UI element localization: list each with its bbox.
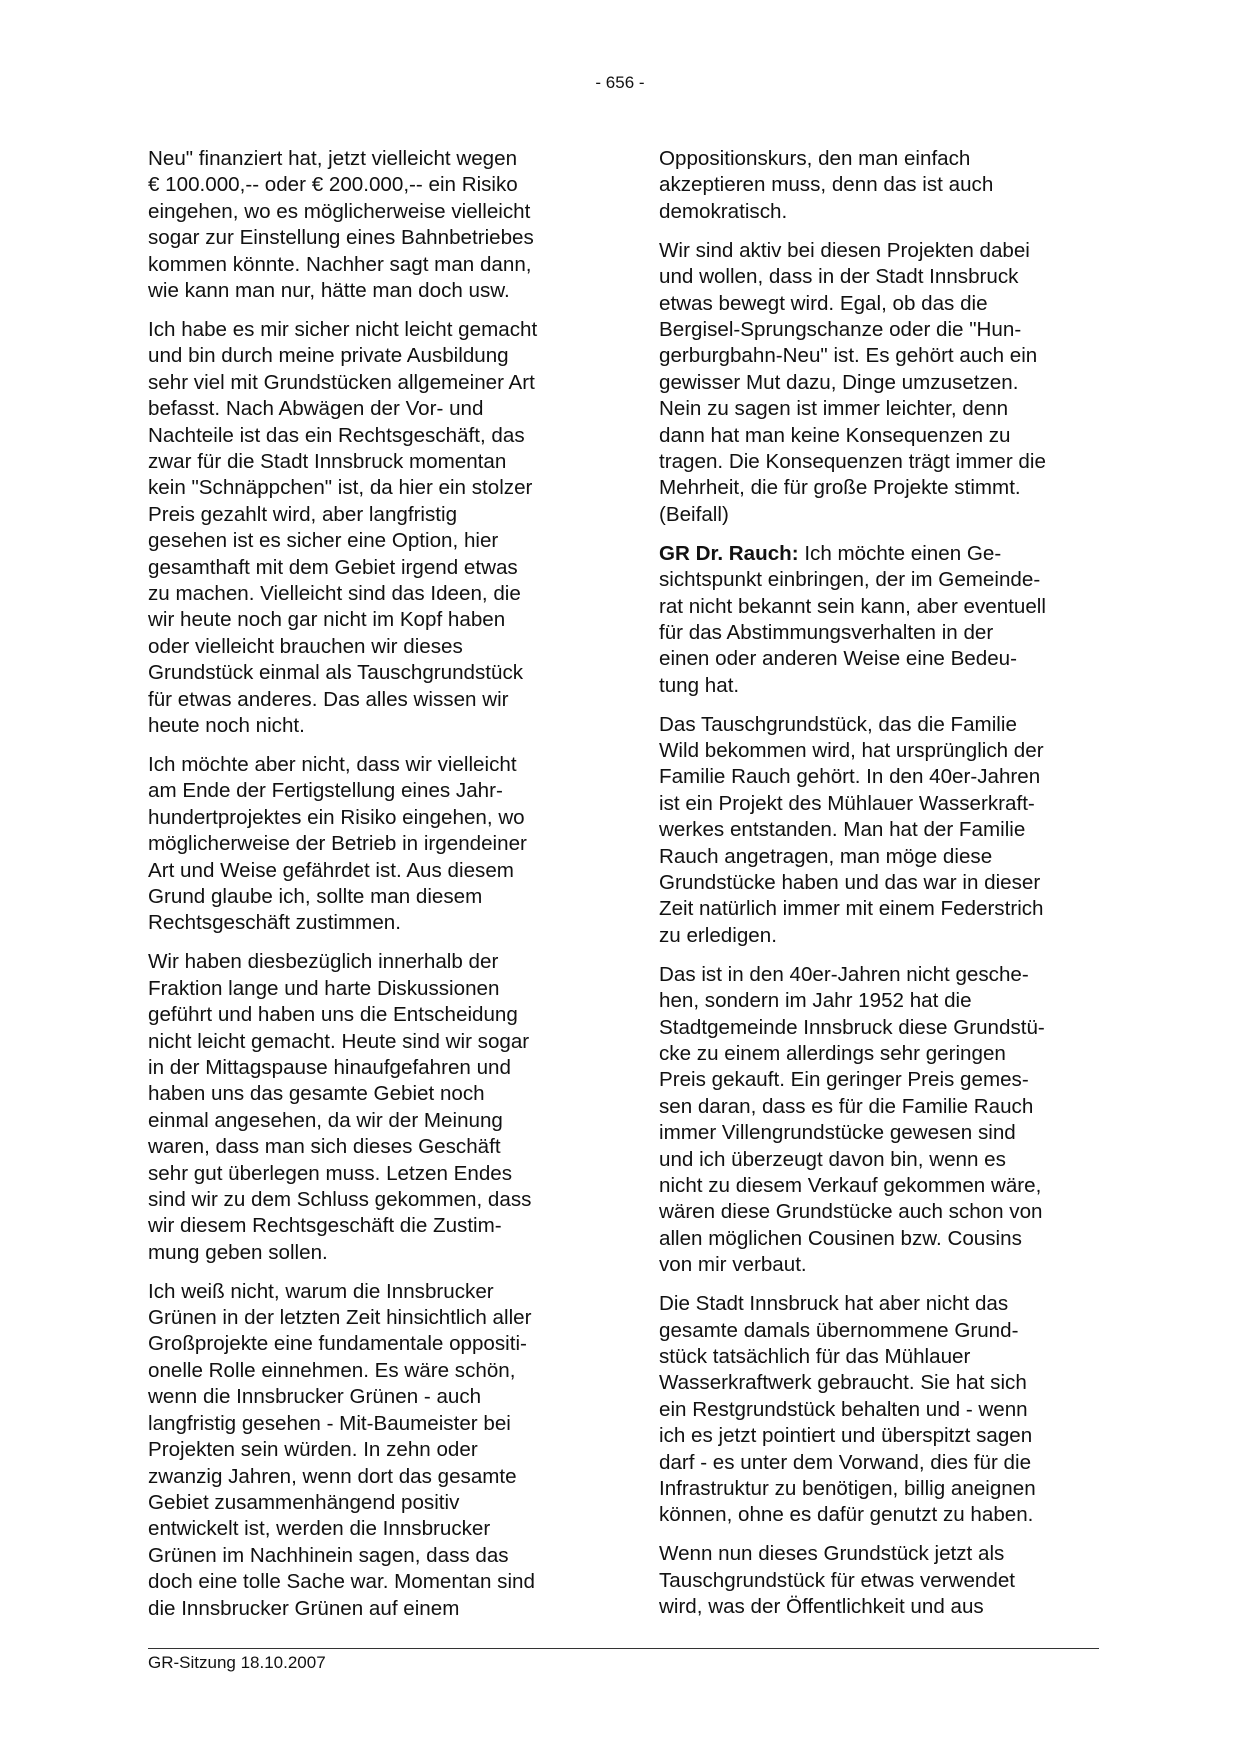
speaker-name: GR Dr. Rauch: — [659, 541, 799, 565]
speaker-text: Ich möchte einen Ge- sichtspunkt einbringen, der im Gemeinde- rat nicht bekannt sein kann, aber eventuell für das Abstimmungsverhalten in der einen oder anderen Weise eine Bedeu- tung hat. — [659, 541, 1046, 697]
paragraph: Ich weiß nicht, warum die Innsbrucker Grünen in der letzten Zeit hinsichtlich aller Großprojekte eine fundamentale oppositi- onelle Rolle einnehmen. Es wäre schön, wenn die Innsbrucker Grünen - auch langfristig gesehen - Mit-Baumeister bei Projekten sein würden. In zehn oder zwanzig Jahren, wenn dort das gesamte Gebiet zusammenhängend positiv entwickelt ist, werden die Innsbrucker Grünen im Nachhinein sagen, dass das doch eine tolle Sache war. Momentan sind die Innsbrucker Grünen auf einem — [148, 1279, 535, 1620]
speaker-paragraph — [659, 541, 1099, 699]
paragraph: Oppositionskurs, den man einfach akzeptieren muss, denn das ist auch demokratisch. — [659, 147, 994, 223]
paragraph: Ich habe es mir sicher nicht leicht gemacht und bin durch meine private Ausbildung sehr viel mit Grundstücken allgemeiner Art befasst. Nach Abwägen der Vor- und Nachteile ist das ein Rechtsgeschäft, das zwar für die Stadt Innsbruck momentan kein "Schnäppchen" ist, da hier ein stolzer Preis gezahlt wird, aber langfristig gesehen ist es sicher eine Option, hier gesamthaft mit dem Gebiet irgend etwas zu machen. Vielleicht sind das Ideen, die wir heute noch gar nicht im Kopf haben oder vielleicht brauchen wir dieses Grundstück einmal als Tauschgrundstück für etwas anderes. Das alles wissen wir heute noch nicht. — [148, 317, 538, 738]
paragraph: Das ist in den 40er-Jahren nicht gesche- hen, sondern im Jahr 1952 hat die Stadtgemeinde Innsbruck diese Grundstü- cke zu einem allerdings sehr geringen Preis gekauft. Ein geringer Preis gemes- sen daran, dass es für die Familie Rauch immer Villengrundstücke gewesen sind und ich überzeugt davon bin, wenn es nicht zu diesem Verkauf gekommen wäre, wären diese Grundstücke auch schon von allen möglichen Cousinen bzw. Cousins von mir verbaut. — [659, 962, 1045, 1277]
footer-divider — [148, 1648, 1099, 1649]
paragraph: Wir sind aktiv bei diesen Projekten dabei und wollen, dass in der Stadt Innsbruck etwas bewegt wird. Egal, ob das die Bergisel-Sprungschanze oder die "Hun- gerburgbahn-Neu" ist. Es gehört auch ein gewisser Mut dazu, Dinge umzusetzen. Nein zu sagen ist immer leichter, denn dann hat man keine Konsequenzen zu tragen. Die Konsequenzen trägt immer die Mehrheit, die für große Projekte stimmt. (Beifall) — [659, 238, 1046, 526]
paragraph: Das Tauschgrundstück, das die Familie Wild bekommen wird, hat ursprünglich der Familie Rauch gehört. In den 40er-Jahren ist ein Projekt des Mühlauer Wasserkraft- werkes entstanden. Man hat der Familie Rauch angetragen, man möge diese Grundstücke haben und das war in dieser Zeit natürlich immer mit einem Federstrich zu erledigen. — [659, 712, 1044, 947]
left-column — [148, 146, 588, 1634]
page-number: - 656 - — [595, 73, 645, 92]
paragraph: Wir haben diesbezüglich innerhalb der Fraktion lange und harte Diskussionen geführt und haben uns die Entscheidung nicht leicht gemacht. Heute sind wir sogar in der Mittagspause hinaufgefahren und haben uns das gesamte Gebiet noch einmal angesehen, da wir der Meinung waren, dass man sich dieses Geschäft sehr gut überlegen muss. Letzen Endes sind wir zu dem Schluss gekommen, dass wir diesem Rechtsgeschäft die Zustim- mung geben sollen. — [148, 950, 532, 1264]
paragraph: Neu" finanziert hat, jetzt vielleicht wegen € 100.000,-- oder € 200.000,-- ein Risiko eingehen, wo es möglicherweise vielleicht sogar zur Einstellung eines Bahnbetriebes kommen könnte. Nachher sagt man dann, wie kann man nur, hätte man doch usw. — [148, 147, 534, 303]
paragraph: Ich möchte aber nicht, dass wir vielleicht am Ende der Fertigstellung eines Jahr- hundertprojektes ein Risiko eingehen, wo möglicherweise der Betrieb in irgendeiner Art und Weise gefährdet ist. Aus diesem Grund glaube ich, sollte man diesem Rechtsgeschäft zustimmen. — [148, 752, 527, 935]
paragraph: Wenn nun dieses Grundstück jetzt als Tauschgrundstück für etwas verwendet wird, was der Öffentlichkeit und aus — [659, 1542, 1015, 1619]
paragraph: Die Stadt Innsbruck hat aber nicht das gesamte damals übernommene Grund- stück tatsächlich für das Mühlauer Wasserkraftwerk gebraucht. Sie hat sich ein Restgrundstück behalten und - wenn ich es jetzt pointiert und überspitzt sagen darf - es unter dem Vorwand, dies für die Infrastruktur zu benötigen, billig aneignen können, ohne es dafür genutzt zu haben. — [659, 1292, 1036, 1527]
right-column — [659, 146, 1099, 1633]
footer-text: GR-Sitzung 18.10.2007 — [148, 1653, 326, 1672]
